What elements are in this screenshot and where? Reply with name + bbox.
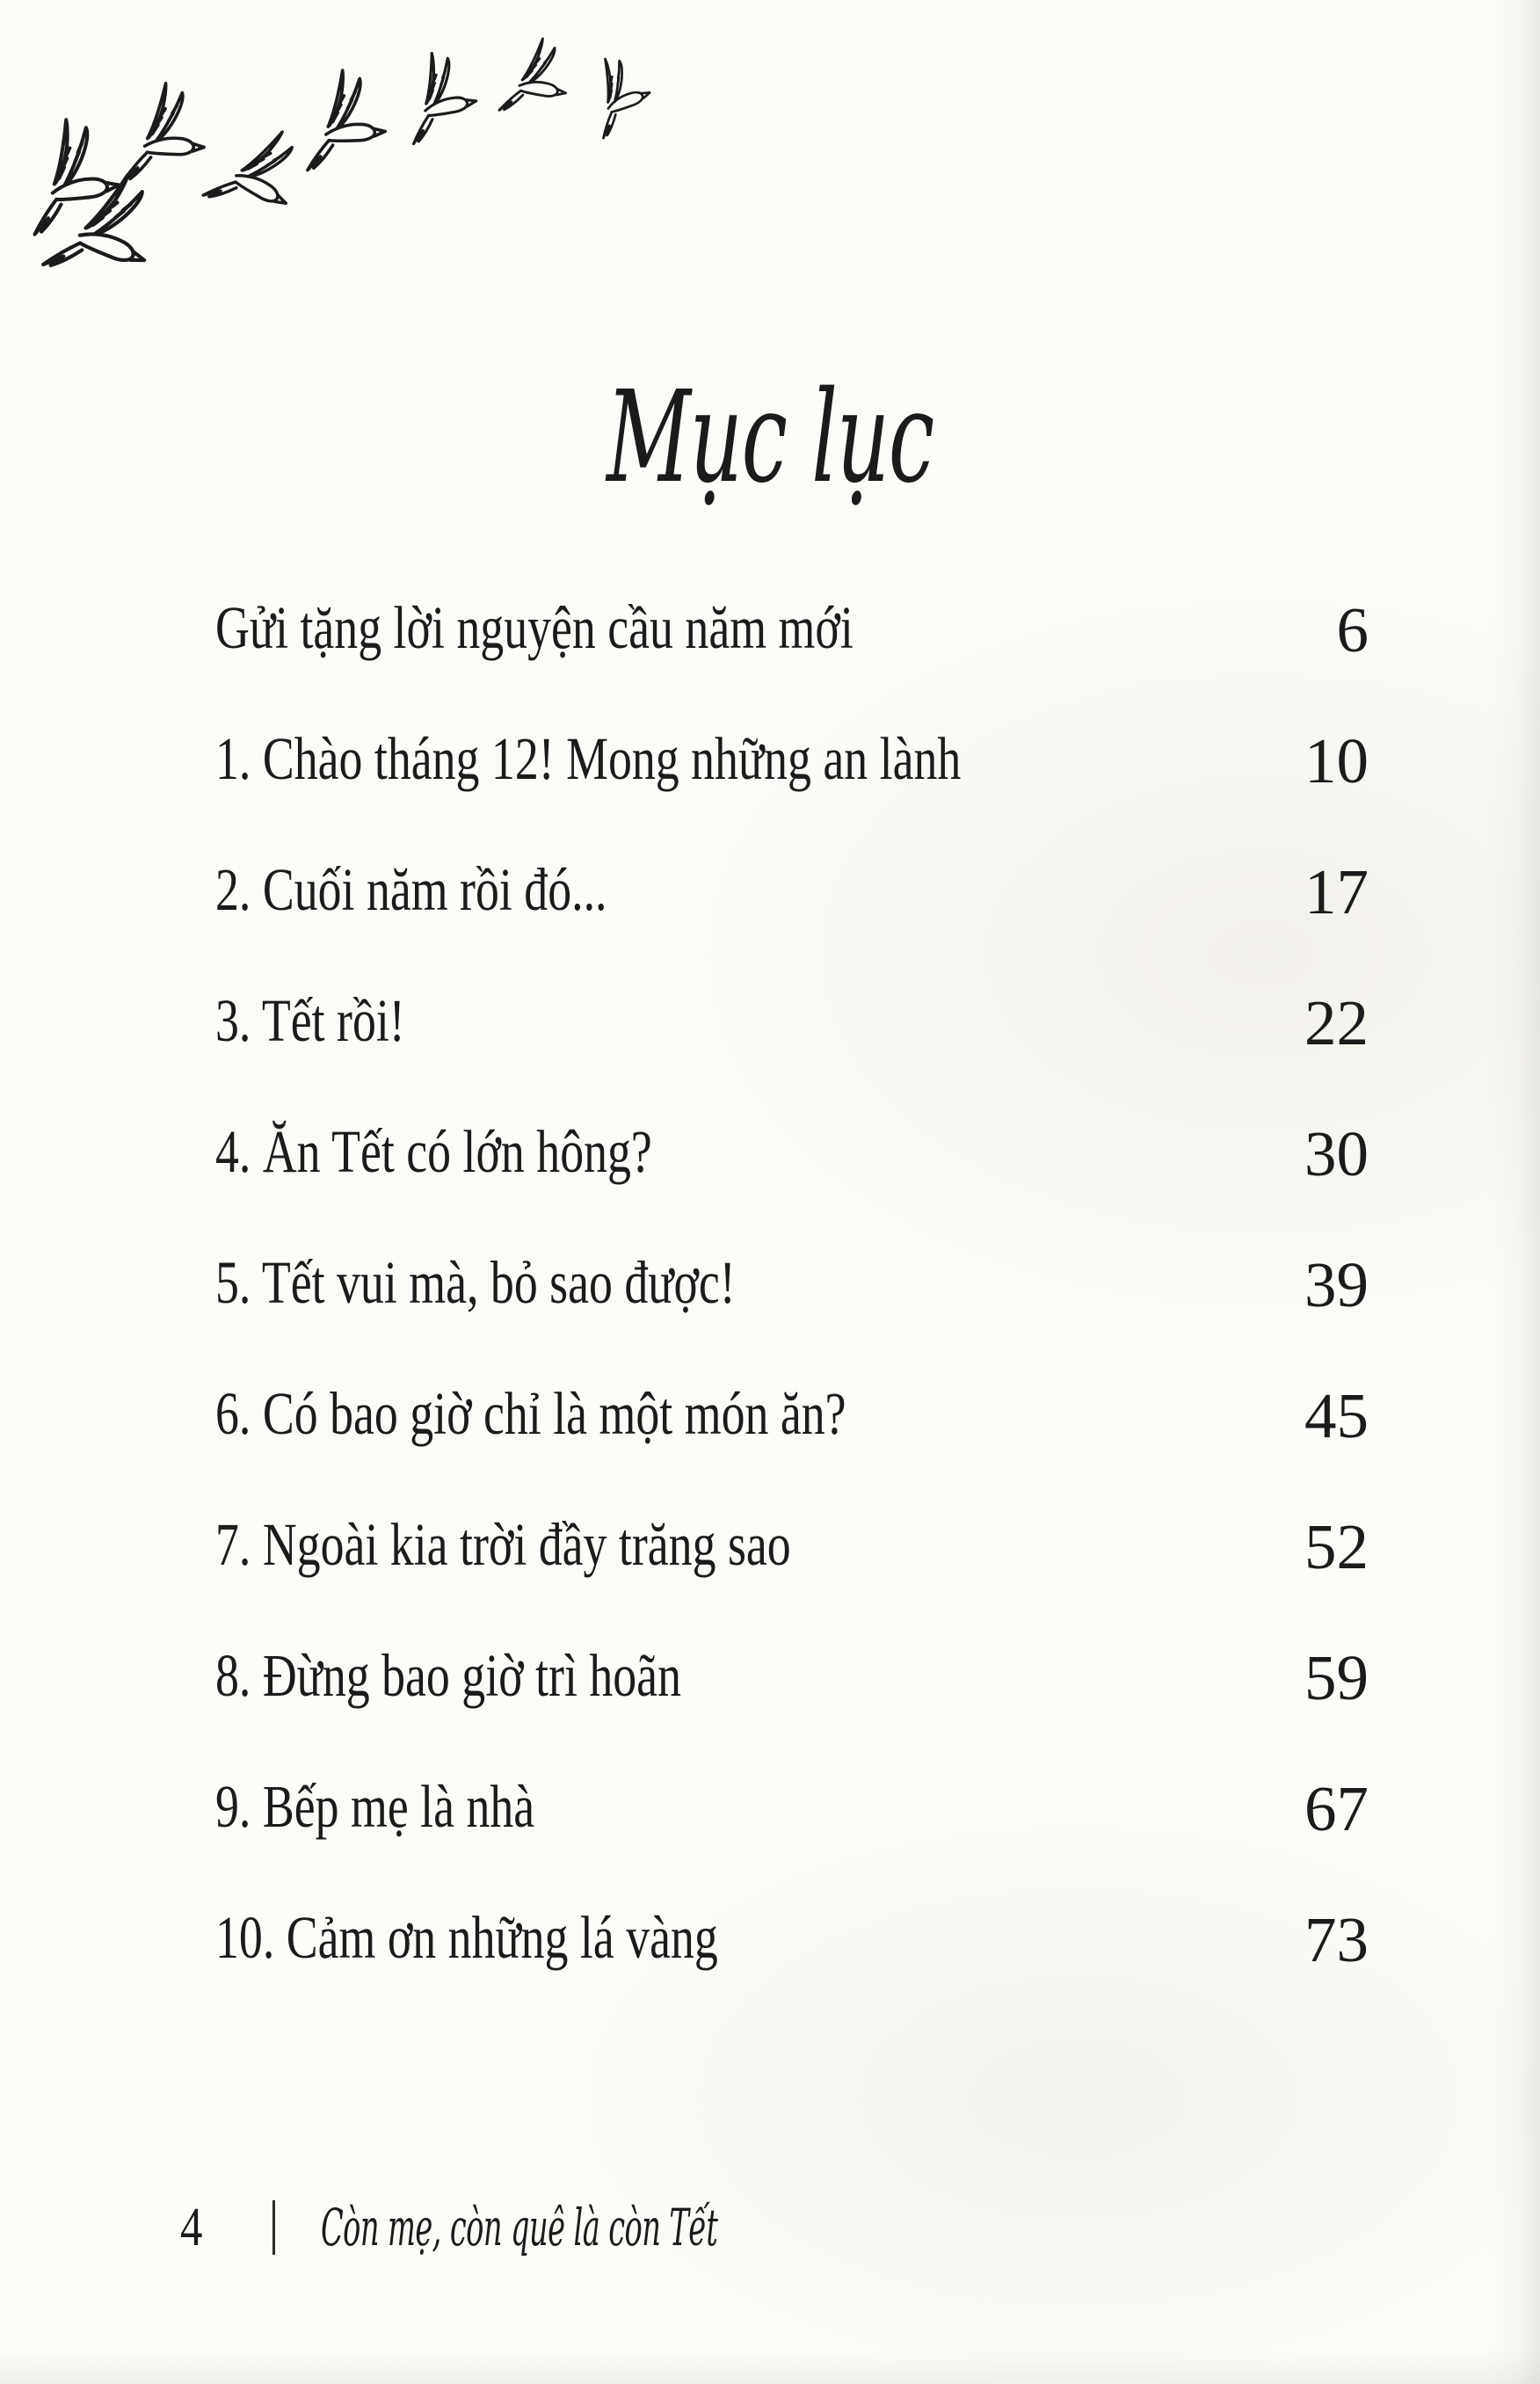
swallow-icon	[499, 36, 570, 115]
toc-entry-page: 59	[1304, 1642, 1369, 1713]
swallows-illustration	[9, 35, 677, 299]
toc-entry-page: 10	[1304, 725, 1369, 796]
footer-book-title: Còn mẹ, còn quê là còn Tết	[321, 2198, 718, 2257]
swallow-icon	[203, 113, 312, 228]
swallow-icon	[43, 159, 165, 291]
toc-entry-page: 39	[1304, 1249, 1369, 1320]
toc-entry	[215, 1904, 1369, 2035]
toc-entry-page: 67	[1304, 1773, 1369, 1844]
toc-entry-label: 6. Có bao giờ chỉ là một món ăn?	[215, 1380, 846, 1447]
toc-entry	[215, 1642, 1369, 1773]
toc-entry-label: 10. Cảm ơn những lá vàng	[215, 1904, 718, 1971]
toc-entry-page: 30	[1304, 1118, 1369, 1189]
swallow-icon	[12, 112, 125, 234]
toc-entry-label: 9. Bếp mẹ là nhà	[215, 1773, 535, 1840]
footer-page-number: 4	[180, 2198, 203, 2257]
toc-entry	[215, 856, 1369, 987]
toc-entry-label: 3. Tết rồi!	[215, 987, 405, 1054]
toc-entry	[215, 1118, 1369, 1249]
swallow-icon	[294, 66, 389, 171]
toc-entry-label: 5. Tết vui mà, bỏ sao được!	[215, 1249, 736, 1316]
toc-entry	[215, 1380, 1369, 1511]
toc-entry	[215, 594, 1369, 725]
toc-entry-label: 2. Cuối năm rồi đó...	[215, 856, 607, 923]
toc-entry-label: 4. Ăn Tết có lớn hông?	[215, 1118, 652, 1185]
toc-entry	[215, 725, 1369, 856]
toc-entry-page: 17	[1304, 856, 1369, 927]
table-of-contents	[215, 594, 1369, 2035]
swallow-icon	[572, 47, 658, 138]
toc-entry-label: 7. Ngoài kia trời đầy trăng sao	[215, 1511, 791, 1578]
page-title: Mục lục	[607, 363, 933, 511]
toc-entry-page: 22	[1304, 987, 1369, 1058]
page-footer	[180, 2194, 1005, 2261]
swallow-icon	[117, 81, 206, 180]
toc-entry	[215, 1511, 1369, 1642]
toc-entry	[215, 987, 1369, 1118]
toc-entry-label: 1. Chào tháng 12! Mong những an lành	[215, 725, 962, 792]
toc-entry-page: 45	[1304, 1380, 1369, 1451]
toc-entry	[215, 1249, 1369, 1380]
toc-entry-label: Gửi tặng lời nguyện cầu năm mới	[215, 594, 854, 661]
toc-entry-label: 8. Đừng bao giờ trì hoãn	[215, 1642, 681, 1709]
toc-entry-page: 73	[1304, 1904, 1369, 1975]
swallow-icon	[391, 45, 483, 143]
toc-entry	[215, 1773, 1369, 1904]
toc-entry-page: 6	[1336, 594, 1369, 665]
footer-divider	[272, 2200, 275, 2255]
toc-entry-page: 52	[1304, 1511, 1369, 1582]
